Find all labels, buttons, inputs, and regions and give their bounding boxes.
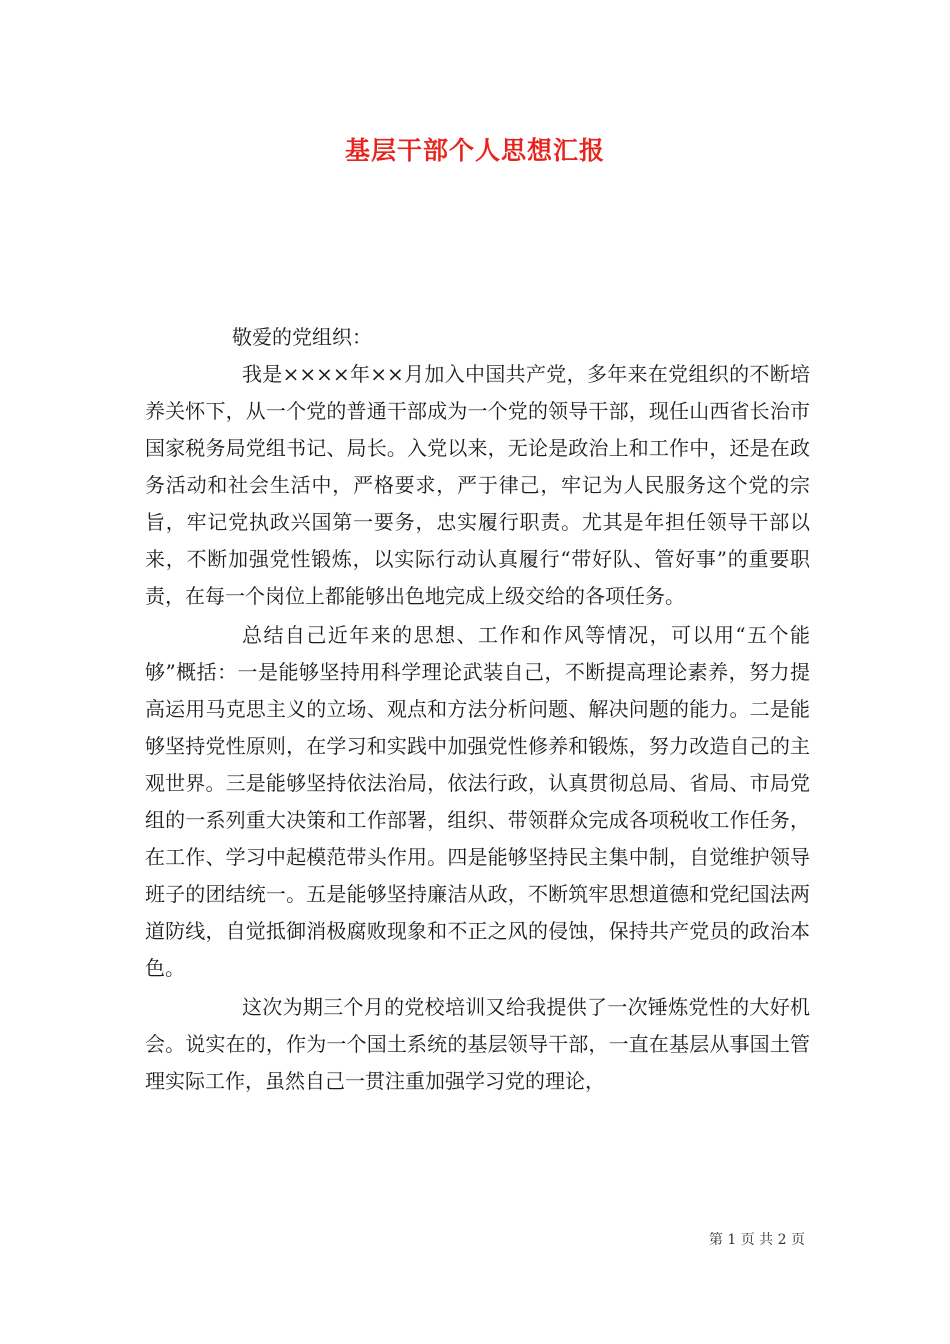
page-number-footer: 第 1 页 共 2 页 xyxy=(708,1232,805,1248)
document-title: 基层干部个人思想汇报 xyxy=(344,136,605,165)
paragraph-2: 总结自己近年来的思想、工作和作风等情况，可以用“五个能够”概括：一是能够坚持用科学理论武装自己，不断提高理论素养，努力提高运用马克思主义的立场、观点和方法分析问题、解决问题的能力。二是能够坚持党性原则，在学习和实践中加强党性修养和锻炼，努力改造自己的主观世界。三是能够坚持依法治局，依法行政，认真贯彻总局、省局、市局党组的一系列重大决策和工作部署，组织、带领群众完成各项税收工作任务，在工作、学习中起模范带头作用。四是能够坚持民主集中制，自觉维护领导班子的团结统一。五是能够坚持廉洁从政，不断筑牢思想道德和党纪国法两道防线，自觉抵御消极腐败现象和不正之风的侵蚀，保持共产党员的政治本色。 xyxy=(145,623,810,980)
paragraph-1: 我是××××年××月加入中国共产党，多年来在党组织的不断培养关怀下，从一个党的普通干部成为一个党的领导干部，现任山西省长治市国家税务局党组书记、局长。入党以来，无论是政治上和工作中，还是在政务活动和社会生活中，严格要求，严于律己，牢记为人民服务这个党的宗旨，牢记党执政兴国第一要务，忠实履行职责。尤其是年担任领导干部以来，不断加强党性锻炼，以实际行动认真履行“带好队、管好事”的重要职责，在每一个岗位上都能够出色地完成上级交给的各项任务。 xyxy=(145,362,810,608)
paragraph-3: 这次为期三个月的党校培训又给我提供了一次锤炼党性的大好机会。说实在的，作为一个国土系统的基层领导干部，一直在基层从事国土管理实际工作，虽然自己一贯注重加强学习党的理论， xyxy=(145,995,810,1093)
salutation: 敬爱的党组织： xyxy=(232,325,372,349)
document-body xyxy=(145,318,810,1100)
